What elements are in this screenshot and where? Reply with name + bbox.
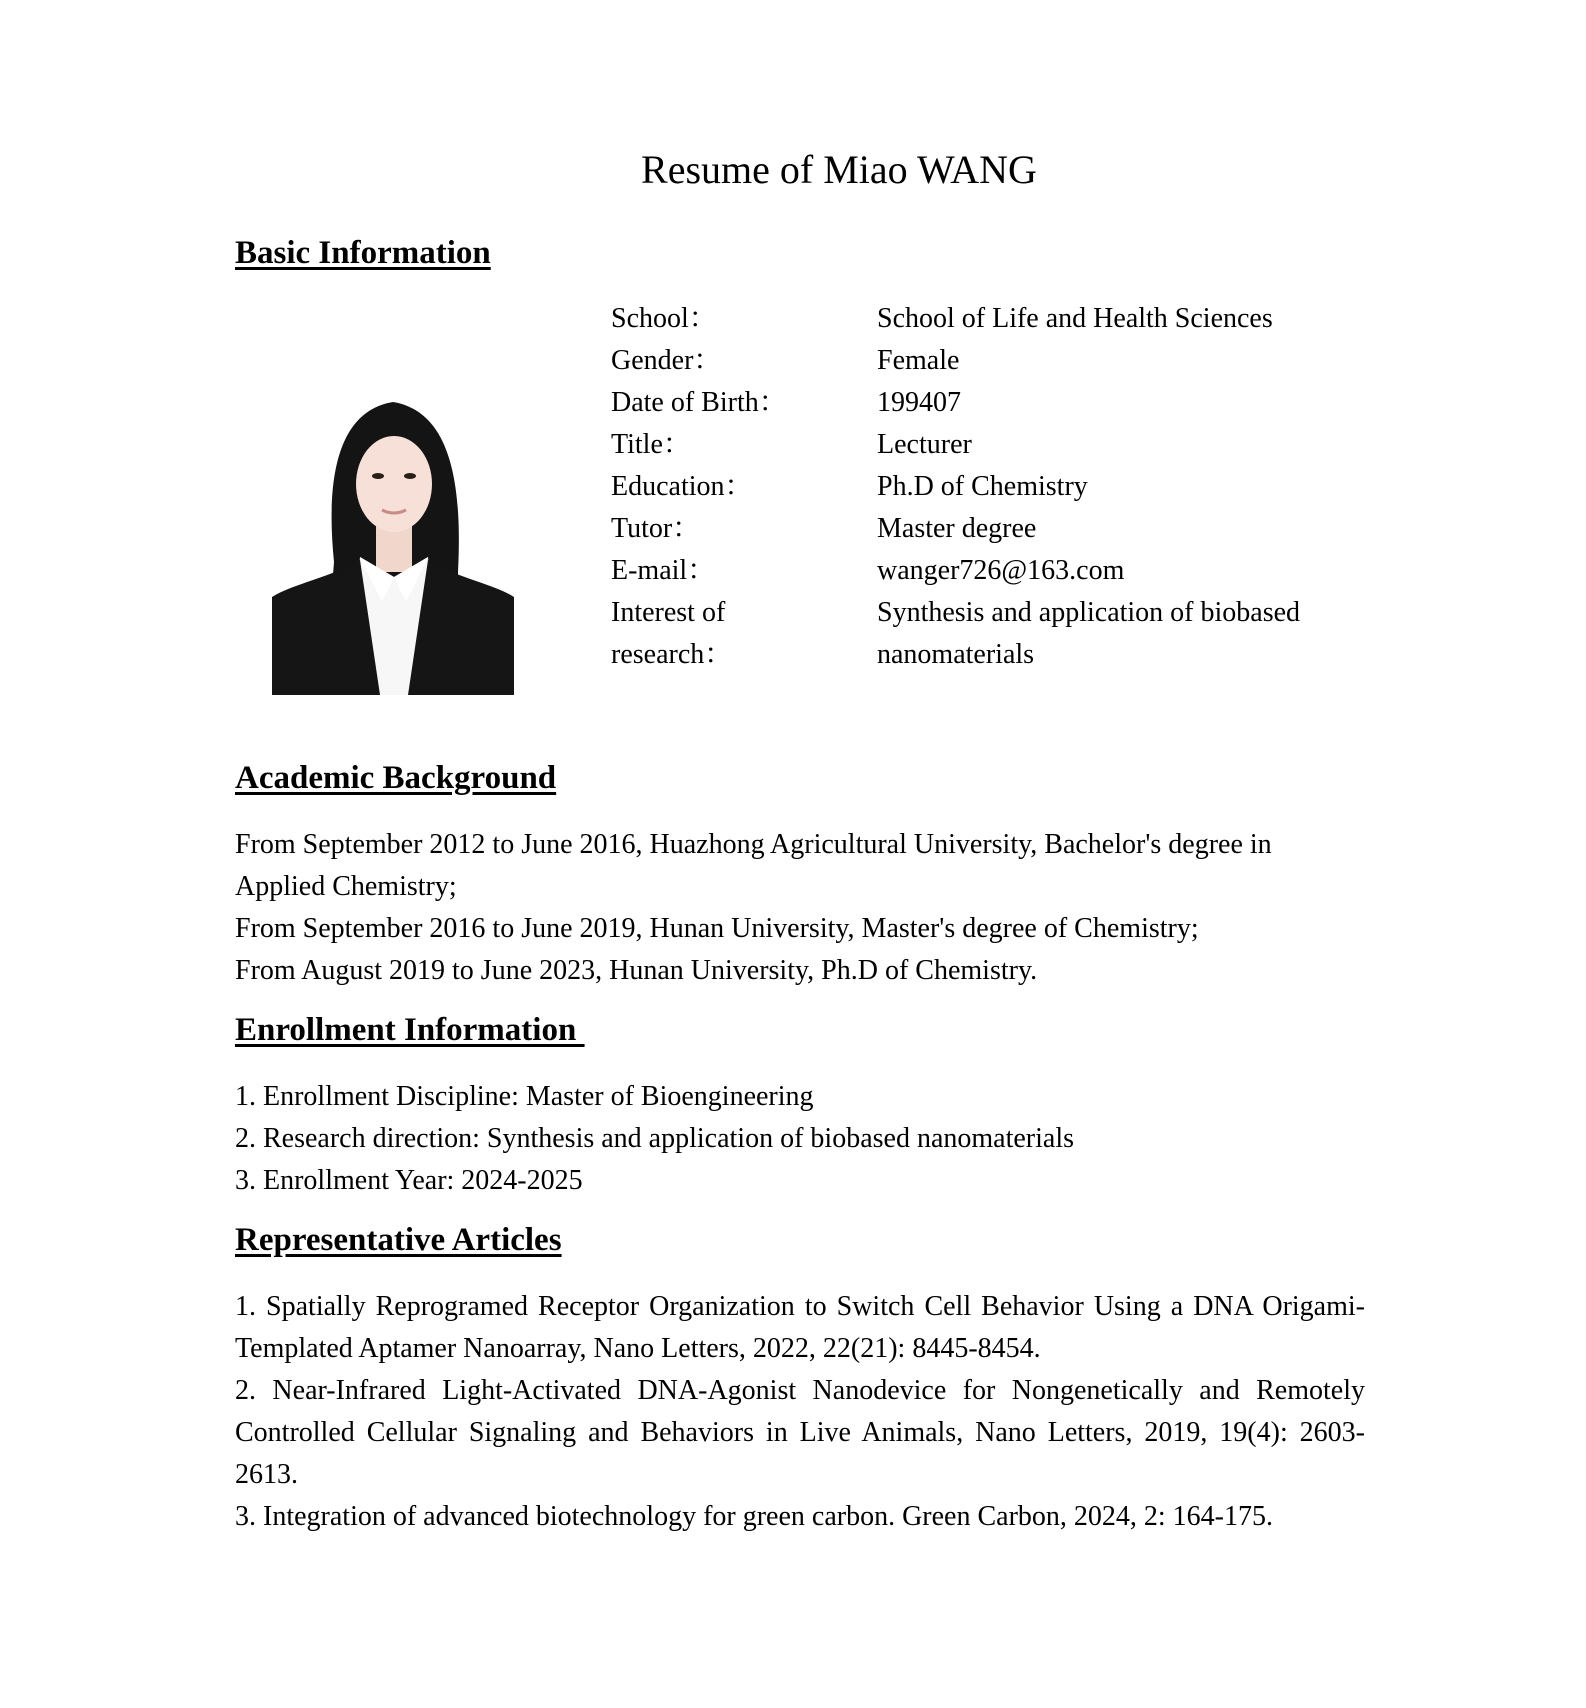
info-value: 199407	[877, 387, 961, 418]
info-row-date-of-birth	[611, 382, 1371, 424]
profile-photo	[272, 372, 514, 695]
info-value: Synthesis and application of biobased nanomaterials	[877, 597, 1301, 670]
academic-background-list	[235, 824, 1315, 992]
academic-entry: From August 2019 to June 2023, Hunan University, Ph.D of Chemistry.	[235, 955, 1038, 986]
info-value: Ph.D of Chemistry	[877, 471, 1088, 502]
info-label: Title：	[611, 429, 691, 460]
info-value: Master degree	[877, 513, 1037, 544]
info-row-education	[611, 466, 1371, 508]
enrollment-item: 3. Enrollment Year: 2024-2025	[235, 1165, 583, 1196]
academic-entry: From September 2016 to June 2019, Hunan University, Master's degree of Chemistry;	[235, 913, 1199, 944]
info-row-email	[611, 550, 1371, 592]
basic-info-table	[611, 298, 1371, 676]
info-label: Tutor：	[611, 513, 701, 544]
email-link[interactable]: wanger726@163.com	[877, 555, 1125, 586]
enrollment-information-list	[235, 1076, 1365, 1202]
info-label: Education：	[611, 471, 753, 502]
academic-entry: From September 2012 to June 2016, Huazhong Agricultural University, Bachelor's degree in Applied Chemistry;	[235, 829, 1272, 902]
info-value: Female	[877, 345, 960, 376]
info-row-gender	[611, 340, 1371, 382]
info-label: Gender：	[611, 345, 722, 376]
document-title: Resume of Miao WANG	[641, 147, 1037, 192]
info-label: Interest of research：	[611, 597, 733, 670]
representative-articles-list	[235, 1286, 1365, 1538]
info-row-tutor	[611, 508, 1371, 550]
basic-information-heading: Basic Information	[235, 235, 491, 271]
enrollment-item: 2. Research direction: Synthesis and application of biobased nanomaterials	[235, 1123, 1074, 1154]
representative-articles-heading: Representative Articles	[235, 1222, 562, 1258]
info-value: School of Life and Health Sciences	[877, 303, 1273, 334]
info-label: School：	[611, 303, 717, 334]
info-value: Lecturer	[877, 429, 972, 460]
article-item: 1. Spatially Reprogramed Receptor Organization to Switch Cell Behavior Using a DNA Origami-Templated Aptamer Nanoarray, Nano Letters, 2022, 22(21): 8445-8454.	[235, 1291, 1365, 1364]
info-row-title	[611, 424, 1371, 466]
article-item: 2. Near-Infrared Light-Activated DNA-Agonist Nanodevice for Nongenetically and Remotely Controlled Cellular Signaling and Behaviors in Live Animals, Nano Letters, 2019, 19(4): 2603-2613.	[235, 1375, 1365, 1490]
info-label: Date of Birth：	[611, 387, 787, 418]
academic-background-heading: Academic Background	[235, 760, 557, 796]
enrollment-information-heading: Enrollment Information	[235, 1012, 585, 1048]
info-row-research-interest	[611, 592, 1371, 676]
info-label: E-mail：	[611, 555, 716, 586]
info-row-school	[611, 298, 1371, 340]
enrollment-item: 1. Enrollment Discipline: Master of Bioengineering	[235, 1081, 814, 1112]
article-item: 3. Integration of advanced biotechnology for green carbon. Green Carbon, 2024, 2: 164-175.	[235, 1501, 1274, 1532]
